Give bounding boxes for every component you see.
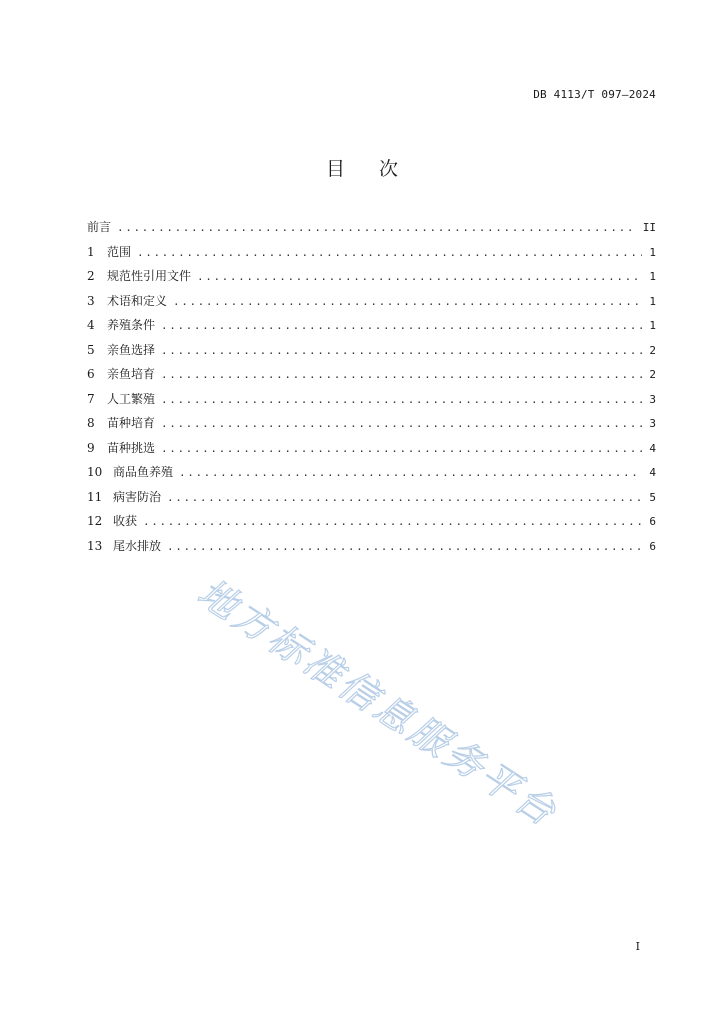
toc-entry-page: 6 <box>649 515 656 528</box>
toc-entry-label: 收获 <box>113 514 138 528</box>
toc-leader <box>161 317 642 335</box>
toc-leader <box>179 464 642 482</box>
toc-entry-page: 4 <box>649 466 656 479</box>
toc-entry-number: 4 <box>87 318 95 332</box>
toc-entry-scope[interactable] <box>87 243 656 268</box>
toc-entry-page: 1 <box>649 245 656 259</box>
toc-entry-broodstock-selection[interactable] <box>87 341 656 366</box>
toc-entry-page: 2 <box>649 368 656 381</box>
toc-entry-number: 2 <box>87 269 95 283</box>
toc-entry-page: 3 <box>649 417 656 430</box>
toc-entry-number: 10 <box>87 465 103 479</box>
toc-entry-label: 人工繁殖 <box>107 391 156 406</box>
watermark: 地方标准信息服务平台 <box>189 570 567 836</box>
toc-entry-artificial-breeding[interactable] <box>87 390 656 415</box>
toc-entry-number: 3 <box>87 293 95 308</box>
toc-leader <box>167 538 642 556</box>
toc-entry-page: 6 <box>649 539 656 553</box>
standard-code: DB 4113/T 097—2024 <box>533 88 656 101</box>
toc-entry-page: II <box>642 221 656 234</box>
toc-entry-foreword[interactable] <box>87 218 656 243</box>
toc-entry-tailwater-discharge[interactable] <box>87 537 656 562</box>
toc-leader <box>167 489 642 507</box>
toc-leader <box>117 219 637 237</box>
toc-entry-fry-rearing[interactable] <box>87 414 656 439</box>
page-number: I <box>635 940 640 953</box>
toc-entry-number: 5 <box>87 342 95 357</box>
toc-entry-commercial-fish-culture[interactable] <box>87 463 656 488</box>
toc-entry-page: 4 <box>649 441 656 455</box>
toc-entry-label: 术语和定义 <box>107 293 168 308</box>
toc-entry-label: 苗种培育 <box>107 416 156 430</box>
toc-entry-label: 范围 <box>107 244 132 259</box>
toc-entry-number: 12 <box>87 514 103 528</box>
toc-leader <box>173 293 642 311</box>
toc-entry-page: 2 <box>649 343 656 357</box>
toc-entry-label: 苗种挑选 <box>107 440 156 455</box>
toc-leader <box>197 268 642 286</box>
table-of-contents <box>87 218 656 561</box>
toc-leader <box>161 391 642 409</box>
toc-leader <box>161 415 642 433</box>
toc-entry-label: 前言 <box>87 220 112 234</box>
toc-entry-label: 病害防治 <box>113 489 162 504</box>
toc-leader <box>161 342 642 360</box>
toc-entry-page: 1 <box>649 270 656 283</box>
toc-entry-number: 11 <box>87 489 103 504</box>
toc-entry-page: 1 <box>649 319 656 332</box>
toc-entry-label: 养殖条件 <box>107 318 156 332</box>
toc-entry-label: 亲鱼选择 <box>107 342 156 357</box>
toc-entry-number: 1 <box>87 244 95 259</box>
toc-entry-label: 尾水排放 <box>113 538 162 553</box>
toc-entry-number: 13 <box>87 538 103 553</box>
toc-entry-harvest[interactable] <box>87 512 656 537</box>
toc-entry-page: 3 <box>649 392 656 406</box>
toc-entry-label: 亲鱼培育 <box>107 367 156 381</box>
toc-entry-page: 1 <box>649 294 656 308</box>
toc-entry-page: 5 <box>649 490 656 504</box>
toc-entry-label: 商品鱼养殖 <box>113 465 174 479</box>
toc-entry-number: 6 <box>87 367 95 381</box>
toc-leader <box>137 244 642 262</box>
toc-entry-number: 8 <box>87 416 95 430</box>
toc-entry-label: 规范性引用文件 <box>107 269 192 283</box>
toc-entry-broodstock-rearing[interactable] <box>87 365 656 390</box>
toc-entry-breeding-conditions[interactable] <box>87 316 656 341</box>
toc-entry-number: 9 <box>87 440 95 455</box>
toc-entry-number: 7 <box>87 391 95 406</box>
toc-entry-fry-selection[interactable] <box>87 439 656 464</box>
toc-entry-normative-references[interactable] <box>87 267 656 292</box>
toc-leader <box>143 513 642 531</box>
page-title: 目次 <box>325 158 432 180</box>
toc-entry-disease-control[interactable] <box>87 488 656 513</box>
toc-entry-terms-definitions[interactable] <box>87 292 656 317</box>
toc-leader <box>161 440 642 458</box>
toc-leader <box>161 366 642 384</box>
